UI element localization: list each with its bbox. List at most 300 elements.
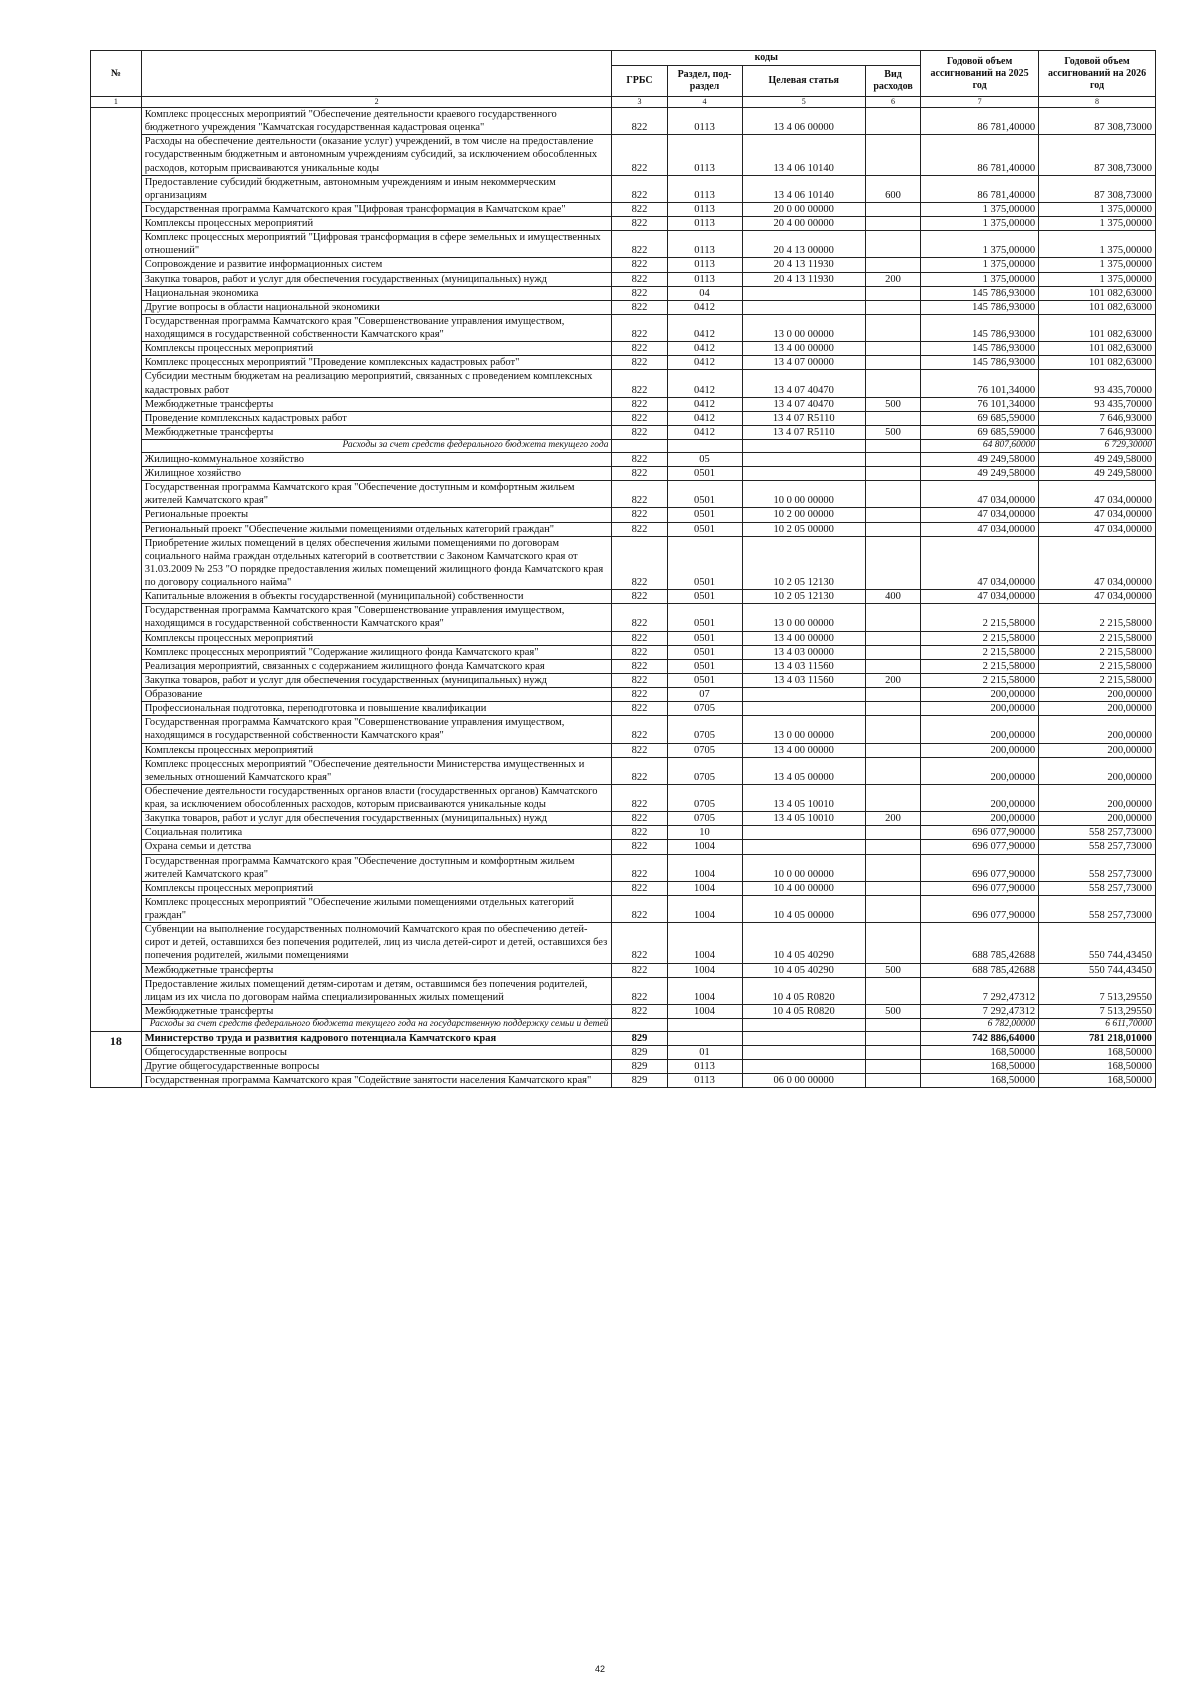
row-razdel: 0501 xyxy=(667,604,742,631)
row-expense-type xyxy=(865,342,920,356)
row-target-article: 13 0 00 00000 xyxy=(742,716,865,743)
row-razdel: 1004 xyxy=(667,881,742,895)
row-amount-2026: 47 034,00000 xyxy=(1039,481,1156,508)
row-target-article: 13 0 00 00000 xyxy=(742,314,865,341)
row-grbs: 822 xyxy=(612,784,667,811)
row-grbs: 822 xyxy=(612,881,667,895)
row-expense-type: 500 xyxy=(865,1004,920,1018)
row-grbs: 829 xyxy=(612,1031,667,1045)
row-amount-2026: 6 729,30000 xyxy=(1039,440,1156,453)
row-amount-2026: 1 375,00000 xyxy=(1039,231,1156,258)
row-name: Субвенции на выполнение государственных полномочий Камчатского края по обеспечению детей-сирот и детей, оставшихся без попечения родителей, лиц из числа детей-сирот и детей, оставшихся без попечения родителей, жилыми помещениями xyxy=(141,923,612,963)
column-number: 8 xyxy=(1039,97,1156,108)
row-name: Комплексы процессных мероприятий xyxy=(141,342,612,356)
row-razdel: 0705 xyxy=(667,812,742,826)
row-grbs: 822 xyxy=(612,895,667,922)
row-amount-2025: 696 077,90000 xyxy=(921,854,1039,881)
row-amount-2026: 87 308,73000 xyxy=(1039,175,1156,202)
row-amount-2026: 101 082,63000 xyxy=(1039,286,1156,300)
row-amount-2026: 7 646,93000 xyxy=(1039,411,1156,425)
row-name: Жилищно-коммунальное хозяйство xyxy=(141,452,612,466)
table-row xyxy=(91,826,1156,840)
row-grbs: 822 xyxy=(612,135,667,175)
row-razdel: 01 xyxy=(667,1046,742,1060)
row-expense-type xyxy=(865,411,920,425)
row-amount-2025: 1 375,00000 xyxy=(921,217,1039,231)
row-expense-type xyxy=(865,481,920,508)
row-expense-type: 600 xyxy=(865,175,920,202)
row-grbs: 829 xyxy=(612,1074,667,1088)
table-row xyxy=(91,784,1156,811)
row-expense-type xyxy=(865,370,920,397)
row-grbs: 822 xyxy=(612,202,667,216)
row-razdel: 0113 xyxy=(667,1060,742,1074)
row-amount-2026: 93 435,70000 xyxy=(1039,370,1156,397)
row-name: Расходы за счет средств федерального бюджета текущего года на государственную поддержку семьи и детей xyxy=(141,1019,612,1032)
row-amount-2026: 550 744,43450 xyxy=(1039,923,1156,963)
table-row xyxy=(91,1046,1156,1060)
row-expense-type xyxy=(865,135,920,175)
table-row xyxy=(91,604,1156,631)
row-razdel: 0113 xyxy=(667,202,742,216)
row-amount-2025: 1 375,00000 xyxy=(921,258,1039,272)
header-row-1 xyxy=(91,51,1156,66)
row-name: Расходы за счет средств федерального бюджета текущего года xyxy=(141,440,612,453)
row-target-article xyxy=(742,1031,865,1045)
table-row xyxy=(91,840,1156,854)
row-razdel xyxy=(667,440,742,453)
row-amount-2026: 558 257,73000 xyxy=(1039,881,1156,895)
row-razdel: 0501 xyxy=(667,590,742,604)
row-target-article: 10 0 00 00000 xyxy=(742,854,865,881)
row-amount-2025: 86 781,40000 xyxy=(921,175,1039,202)
table-row xyxy=(91,757,1156,784)
row-amount-2025: 64 807,60000 xyxy=(921,440,1039,453)
row-amount-2025: 2 215,58000 xyxy=(921,673,1039,687)
row-target-article xyxy=(742,702,865,716)
table-row xyxy=(91,108,1156,135)
row-target-article: 06 0 00 00000 xyxy=(742,1074,865,1088)
row-amount-2025: 200,00000 xyxy=(921,716,1039,743)
row-target-article: 13 4 07 40470 xyxy=(742,397,865,411)
row-target-article xyxy=(742,452,865,466)
table-row xyxy=(91,1019,1156,1032)
row-name: Другие общегосударственные вопросы xyxy=(141,1060,612,1074)
table-row xyxy=(91,440,1156,453)
row-grbs: 822 xyxy=(612,356,667,370)
row-name: Комплексы процессных мероприятий xyxy=(141,631,612,645)
table-row xyxy=(91,397,1156,411)
row-name: Комплекс процессных мероприятий "Обеспечение деятельности Министерства имущественных и земельных отношений Камчатского края" xyxy=(141,757,612,784)
row-amount-2025: 145 786,93000 xyxy=(921,342,1039,356)
table-row xyxy=(91,645,1156,659)
row-expense-type: 200 xyxy=(865,673,920,687)
row-expense-type xyxy=(865,258,920,272)
row-target-article: 13 4 03 11560 xyxy=(742,673,865,687)
row-grbs: 822 xyxy=(612,688,667,702)
row-razdel: 0501 xyxy=(667,522,742,536)
row-expense-type: 500 xyxy=(865,425,920,439)
row-amount-2026: 550 744,43450 xyxy=(1039,963,1156,977)
table-row xyxy=(91,286,1156,300)
row-name: Комплексы процессных мероприятий xyxy=(141,217,612,231)
row-target-article: 20 4 13 11930 xyxy=(742,258,865,272)
row-amount-2026: 101 082,63000 xyxy=(1039,342,1156,356)
row-grbs xyxy=(612,1019,667,1032)
table-row xyxy=(91,522,1156,536)
row-expense-type xyxy=(865,522,920,536)
row-target-article: 10 4 05 R0820 xyxy=(742,977,865,1004)
row-target-article: 13 4 03 11560 xyxy=(742,659,865,673)
row-razdel: 0113 xyxy=(667,108,742,135)
row-target-article: 10 2 00 00000 xyxy=(742,508,865,522)
row-target-article: 20 4 00 00000 xyxy=(742,217,865,231)
row-name: Охрана семьи и детства xyxy=(141,840,612,854)
row-grbs: 822 xyxy=(612,977,667,1004)
row-amount-2025: 69 685,59000 xyxy=(921,411,1039,425)
row-amount-2025: 696 077,90000 xyxy=(921,826,1039,840)
row-expense-type xyxy=(865,923,920,963)
row-name: Государственная программа Камчатского края "Совершенствование управления имуществом, находящимся в государственной собственности Камчатского края" xyxy=(141,314,612,341)
column-number: 2 xyxy=(141,97,612,108)
row-amount-2025: 49 249,58000 xyxy=(921,467,1039,481)
row-amount-2025: 200,00000 xyxy=(921,784,1039,811)
row-expense-type: 500 xyxy=(865,963,920,977)
row-razdel: 0412 xyxy=(667,314,742,341)
row-amount-2026: 2 215,58000 xyxy=(1039,645,1156,659)
row-amount-2025: 47 034,00000 xyxy=(921,522,1039,536)
table-row xyxy=(91,231,1156,258)
row-expense-type xyxy=(865,645,920,659)
row-amount-2026: 47 034,00000 xyxy=(1039,508,1156,522)
table-row xyxy=(91,425,1156,439)
row-grbs: 822 xyxy=(612,743,667,757)
row-expense-type xyxy=(865,452,920,466)
row-target-article: 13 4 06 00000 xyxy=(742,108,865,135)
row-amount-2025: 2 215,58000 xyxy=(921,604,1039,631)
row-amount-2025: 168,50000 xyxy=(921,1074,1039,1088)
row-target-article: 13 4 06 10140 xyxy=(742,135,865,175)
row-expense-type xyxy=(865,688,920,702)
row-target-article xyxy=(742,1046,865,1060)
row-razdel: 0113 xyxy=(667,217,742,231)
table-row xyxy=(91,467,1156,481)
row-razdel: 0113 xyxy=(667,1074,742,1088)
table-row xyxy=(91,508,1156,522)
row-amount-2025: 2 215,58000 xyxy=(921,659,1039,673)
row-razdel: 0705 xyxy=(667,743,742,757)
row-expense-type xyxy=(865,300,920,314)
table-row xyxy=(91,1031,1156,1045)
table-row xyxy=(91,590,1156,604)
row-expense-type xyxy=(865,286,920,300)
row-grbs: 822 xyxy=(612,812,667,826)
row-target-article: 13 4 05 00000 xyxy=(742,757,865,784)
row-razdel: 07 xyxy=(667,688,742,702)
row-razdel: 0501 xyxy=(667,536,742,590)
budget-table-sheet xyxy=(90,50,1156,1088)
row-grbs: 822 xyxy=(612,590,667,604)
row-razdel xyxy=(667,1031,742,1045)
row-expense-type xyxy=(865,202,920,216)
row-amount-2026: 47 034,00000 xyxy=(1039,522,1156,536)
row-razdel: 0412 xyxy=(667,370,742,397)
row-name: Предоставление субсидий бюджетным, автономным учреждениям и иным некоммерческим организациям xyxy=(141,175,612,202)
row-razdel: 0501 xyxy=(667,467,742,481)
row-expense-type xyxy=(865,536,920,590)
row-amount-2026: 47 034,00000 xyxy=(1039,590,1156,604)
row-grbs: 822 xyxy=(612,217,667,231)
row-razdel: 0705 xyxy=(667,716,742,743)
table-row xyxy=(91,1004,1156,1018)
row-expense-type: 200 xyxy=(865,812,920,826)
table-row xyxy=(91,631,1156,645)
row-amount-2026: 168,50000 xyxy=(1039,1074,1156,1088)
table-row xyxy=(91,452,1156,466)
row-expense-type xyxy=(865,881,920,895)
row-target-article: 10 4 00 00000 xyxy=(742,881,865,895)
row-name: Общегосударственные вопросы xyxy=(141,1046,612,1060)
row-target-article: 13 4 06 10140 xyxy=(742,175,865,202)
row-expense-type: 500 xyxy=(865,397,920,411)
row-grbs: 822 xyxy=(612,702,667,716)
row-razdel: 1004 xyxy=(667,854,742,881)
row-grbs: 822 xyxy=(612,631,667,645)
row-grbs: 822 xyxy=(612,175,667,202)
row-amount-2026: 558 257,73000 xyxy=(1039,826,1156,840)
row-amount-2026: 1 375,00000 xyxy=(1039,258,1156,272)
row-grbs: 822 xyxy=(612,452,667,466)
header-year-2026: Годовой объем ассигнований на 2026 год xyxy=(1039,51,1156,97)
row-expense-type xyxy=(865,659,920,673)
row-number-cell xyxy=(91,108,142,1032)
row-amount-2026: 2 215,58000 xyxy=(1039,631,1156,645)
table-row xyxy=(91,716,1156,743)
row-target-article xyxy=(742,840,865,854)
row-razdel: 0501 xyxy=(667,481,742,508)
row-amount-2025: 688 785,42688 xyxy=(921,923,1039,963)
table-row xyxy=(91,272,1156,286)
row-amount-2026: 558 257,73000 xyxy=(1039,854,1156,881)
header-num: № xyxy=(91,51,142,97)
row-grbs: 822 xyxy=(612,411,667,425)
row-name: Реализация мероприятий, связанных с содержанием жилищного фонда Камчатского края xyxy=(141,659,612,673)
row-amount-2026: 781 218,01000 xyxy=(1039,1031,1156,1045)
row-amount-2025: 49 249,58000 xyxy=(921,452,1039,466)
row-amount-2026: 49 249,58000 xyxy=(1039,452,1156,466)
row-name: Комплексы процессных мероприятий xyxy=(141,743,612,757)
row-name: Региональные проекты xyxy=(141,508,612,522)
row-amount-2026: 2 215,58000 xyxy=(1039,673,1156,687)
row-amount-2025: 1 375,00000 xyxy=(921,272,1039,286)
table-row xyxy=(91,411,1156,425)
row-grbs: 822 xyxy=(612,272,667,286)
row-target-article: 13 4 00 00000 xyxy=(742,342,865,356)
row-grbs: 829 xyxy=(612,1060,667,1074)
row-expense-type xyxy=(865,604,920,631)
row-amount-2026: 47 034,00000 xyxy=(1039,536,1156,590)
row-target-article: 10 0 00 00000 xyxy=(742,481,865,508)
row-name: Государственная программа Камчатского края "Цифровая трансформация в Камчатском крае" xyxy=(141,202,612,216)
row-grbs xyxy=(612,440,667,453)
header-codes: коды xyxy=(612,51,921,66)
row-expense-type xyxy=(865,702,920,716)
row-amount-2026: 93 435,70000 xyxy=(1039,397,1156,411)
table-row xyxy=(91,1074,1156,1088)
row-amount-2026: 7 513,29550 xyxy=(1039,977,1156,1004)
row-expense-type xyxy=(865,314,920,341)
table-row xyxy=(91,688,1156,702)
table-row xyxy=(91,854,1156,881)
row-amount-2025: 2 215,58000 xyxy=(921,645,1039,659)
row-target-article: 13 4 07 R5110 xyxy=(742,425,865,439)
row-expense-type xyxy=(865,231,920,258)
row-grbs: 822 xyxy=(612,258,667,272)
row-name: Образование xyxy=(141,688,612,702)
row-name: Закупка товаров, работ и услуг для обеспечения государственных (муниципальных) нужд xyxy=(141,673,612,687)
row-amount-2025: 1 375,00000 xyxy=(921,202,1039,216)
table-row xyxy=(91,314,1156,341)
row-target-article xyxy=(742,826,865,840)
row-name: Комплекс процессных мероприятий "Обеспечение жилыми помещениями отдельных категорий граждан" xyxy=(141,895,612,922)
row-amount-2025: 86 781,40000 xyxy=(921,135,1039,175)
table-row xyxy=(91,812,1156,826)
row-name: Государственная программа Камчатского края "Обеспечение доступным и комфортным жильем жителей Камчатского края" xyxy=(141,481,612,508)
column-number: 5 xyxy=(742,97,865,108)
row-expense-type: 200 xyxy=(865,272,920,286)
row-expense-type xyxy=(865,826,920,840)
row-razdel: 05 xyxy=(667,452,742,466)
row-amount-2025: 47 034,00000 xyxy=(921,590,1039,604)
row-grbs: 822 xyxy=(612,673,667,687)
column-number: 6 xyxy=(865,97,920,108)
row-amount-2025: 7 292,47312 xyxy=(921,1004,1039,1018)
row-amount-2025: 47 034,00000 xyxy=(921,481,1039,508)
row-razdel: 0412 xyxy=(667,356,742,370)
row-target-article: 13 4 07 40470 xyxy=(742,370,865,397)
row-target-article xyxy=(742,688,865,702)
budget-rows xyxy=(91,108,1156,1088)
row-grbs: 829 xyxy=(612,1046,667,1060)
row-expense-type xyxy=(865,1019,920,1032)
row-amount-2025: 145 786,93000 xyxy=(921,300,1039,314)
row-grbs: 822 xyxy=(612,840,667,854)
row-amount-2025: 168,50000 xyxy=(921,1046,1039,1060)
row-number: 18 xyxy=(91,1031,142,1088)
page-number: 42 xyxy=(594,1664,605,1674)
row-target-article xyxy=(742,286,865,300)
row-expense-type xyxy=(865,1046,920,1060)
table-row xyxy=(91,673,1156,687)
row-target-article: 20 4 13 00000 xyxy=(742,231,865,258)
row-razdel: 1004 xyxy=(667,895,742,922)
row-grbs: 822 xyxy=(612,300,667,314)
row-grbs: 822 xyxy=(612,1004,667,1018)
row-expense-type xyxy=(865,716,920,743)
row-amount-2026: 200,00000 xyxy=(1039,812,1156,826)
row-amount-2026: 558 257,73000 xyxy=(1039,895,1156,922)
row-grbs: 822 xyxy=(612,522,667,536)
row-name: Комплекс процессных мероприятий "Обеспечение деятельности краевого государственного бюджетного учреждения "Камчатская государственная кадастровая оценка" xyxy=(141,108,612,135)
row-razdel: 1004 xyxy=(667,1004,742,1018)
row-expense-type xyxy=(865,440,920,453)
row-grbs: 822 xyxy=(612,342,667,356)
row-name: Закупка товаров, работ и услуг для обеспечения государственных (муниципальных) нужд xyxy=(141,812,612,826)
row-amount-2025: 688 785,42688 xyxy=(921,963,1039,977)
table-row xyxy=(91,258,1156,272)
row-expense-type xyxy=(865,1060,920,1074)
row-target-article: 10 4 05 R0820 xyxy=(742,1004,865,1018)
row-target-article: 20 4 13 11930 xyxy=(742,272,865,286)
column-number: 7 xyxy=(921,97,1039,108)
row-grbs: 822 xyxy=(612,536,667,590)
row-razdel: 0501 xyxy=(667,659,742,673)
row-name: Другие вопросы в области национальной экономики xyxy=(141,300,612,314)
row-razdel: 1004 xyxy=(667,923,742,963)
row-amount-2025: 200,00000 xyxy=(921,757,1039,784)
row-target-article xyxy=(742,300,865,314)
row-amount-2026: 49 249,58000 xyxy=(1039,467,1156,481)
row-name: Государственная программа Камчатского края "Совершенствование управления имуществом, находящимся в государственной собственности Камчатского края" xyxy=(141,604,612,631)
row-target-article: 10 4 05 40290 xyxy=(742,923,865,963)
row-expense-type xyxy=(865,854,920,881)
row-amount-2025: 2 215,58000 xyxy=(921,631,1039,645)
table-row xyxy=(91,977,1156,1004)
table-row xyxy=(91,963,1156,977)
row-amount-2025: 76 101,34000 xyxy=(921,370,1039,397)
row-expense-type xyxy=(865,508,920,522)
row-razdel: 0113 xyxy=(667,258,742,272)
row-grbs: 822 xyxy=(612,481,667,508)
row-target-article: 20 0 00 00000 xyxy=(742,202,865,216)
row-amount-2026: 87 308,73000 xyxy=(1039,108,1156,135)
row-expense-type xyxy=(865,1074,920,1088)
row-amount-2025: 696 077,90000 xyxy=(921,895,1039,922)
row-razdel xyxy=(667,1019,742,1032)
row-name: Приобретение жилых помещений в целях обеспечения жилыми помещениями по договорам социального найма граждан отдельных категорий в соответствии с Законом Камчатского края от 31.03.2009 № 253 "О порядке предоставления жилых помещений жилищного фонда Камчатского края по договору социального найма" xyxy=(141,536,612,590)
row-name: Комплексы процессных мероприятий xyxy=(141,881,612,895)
row-expense-type xyxy=(865,757,920,784)
row-amount-2025: 7 292,47312 xyxy=(921,977,1039,1004)
row-expense-type xyxy=(865,743,920,757)
column-number: 4 xyxy=(667,97,742,108)
row-amount-2025: 742 886,64000 xyxy=(921,1031,1039,1045)
row-amount-2026: 1 375,00000 xyxy=(1039,272,1156,286)
row-amount-2026: 87 308,73000 xyxy=(1039,135,1156,175)
row-target-article: 13 4 07 R5110 xyxy=(742,411,865,425)
column-number: 1 xyxy=(91,97,142,108)
row-name: Региональный проект "Обеспечение жилыми помещениями отдельных категорий граждан" xyxy=(141,522,612,536)
column-numbers-row xyxy=(91,97,1156,108)
row-name: Межбюджетные трансферты xyxy=(141,963,612,977)
table-row xyxy=(91,536,1156,590)
row-razdel: 1004 xyxy=(667,963,742,977)
table-row xyxy=(91,895,1156,922)
row-grbs: 822 xyxy=(612,370,667,397)
row-razdel: 0412 xyxy=(667,411,742,425)
table-row xyxy=(91,1060,1156,1074)
row-amount-2025: 200,00000 xyxy=(921,812,1039,826)
row-grbs: 822 xyxy=(612,645,667,659)
row-razdel: 1004 xyxy=(667,840,742,854)
row-target-article: 13 4 00 00000 xyxy=(742,743,865,757)
row-amount-2025: 47 034,00000 xyxy=(921,508,1039,522)
table-row xyxy=(91,702,1156,716)
row-razdel: 0412 xyxy=(667,425,742,439)
row-razdel: 1004 xyxy=(667,977,742,1004)
row-amount-2026: 101 082,63000 xyxy=(1039,314,1156,341)
row-target-article: 13 4 07 00000 xyxy=(742,356,865,370)
